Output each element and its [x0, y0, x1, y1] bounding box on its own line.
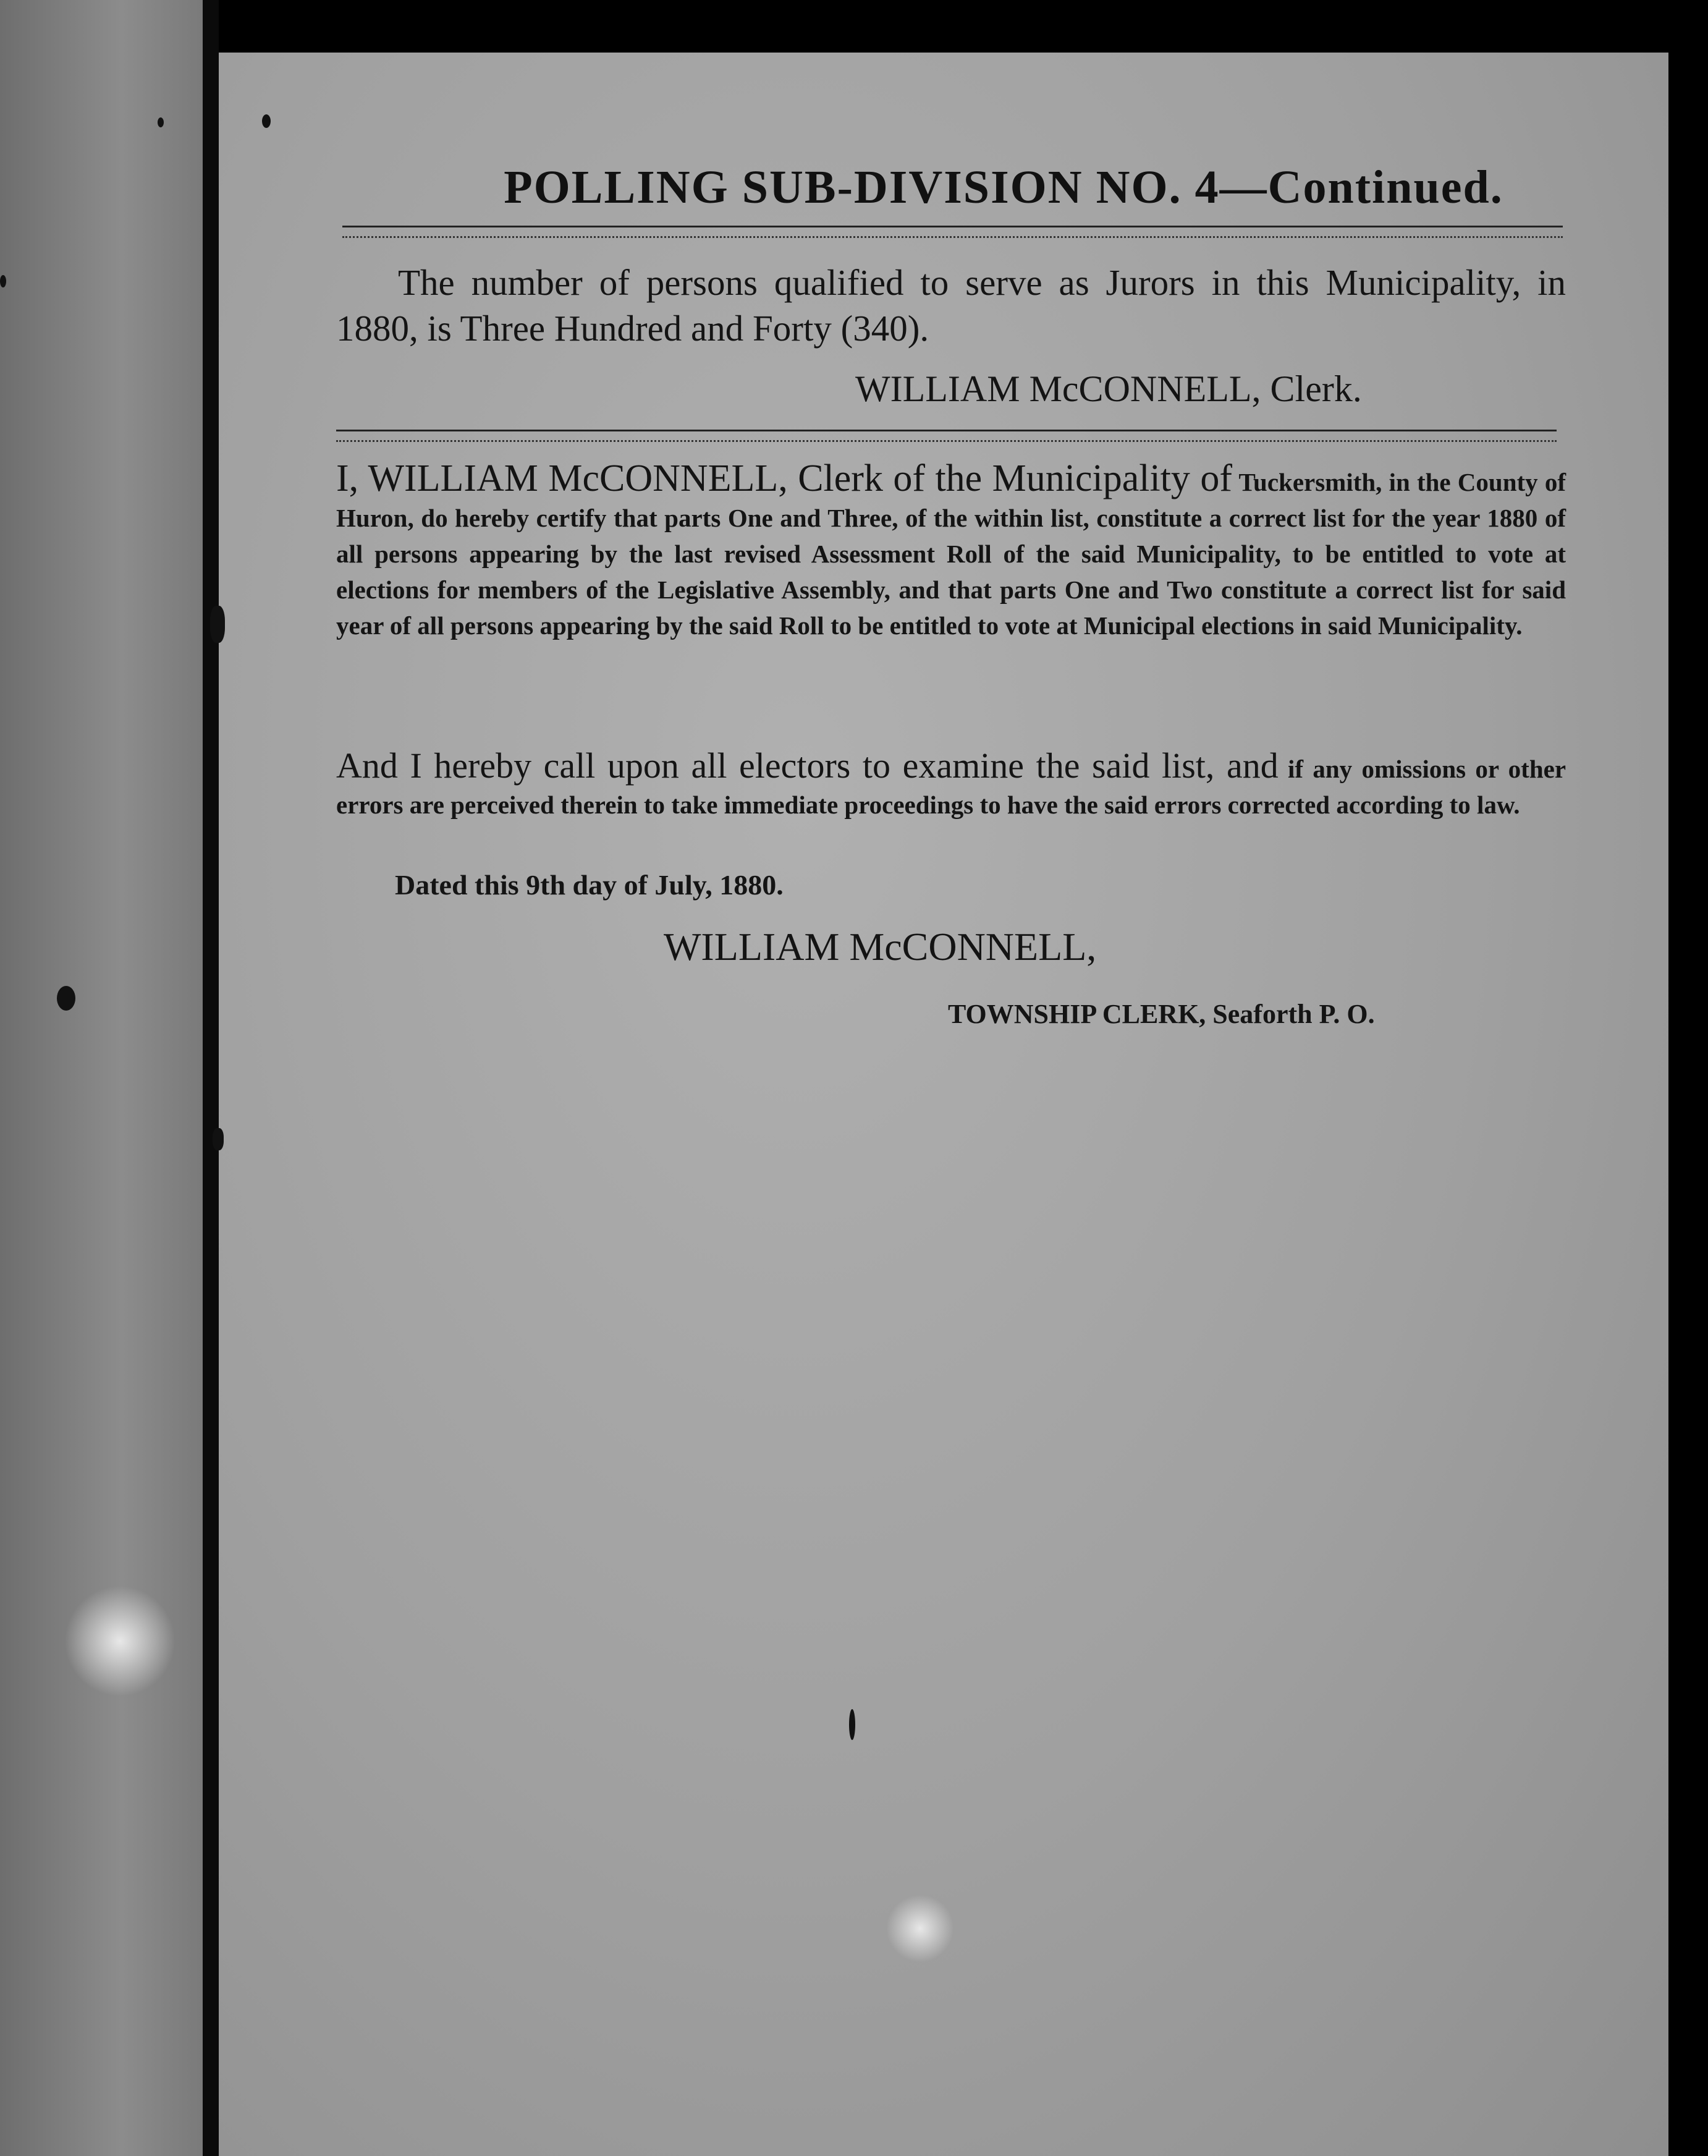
binding-notch [213, 1128, 224, 1150]
ink-speck [0, 275, 6, 287]
page-heading: POLLING SUB-DIVISION NO. 4—Continued. [504, 161, 1503, 213]
divider-rule [336, 430, 1557, 442]
ink-speck [849, 1709, 855, 1740]
adjacent-page-strip [0, 0, 203, 2156]
document-page [219, 53, 1668, 2156]
signature-title: TOWNSHIP CLERK, Seaforth P. O. [948, 999, 1375, 1029]
certificate-body: Tuckersmith, in the County of Huron, do hereby certify that parts One and Three, of the within list, constitute a correct list for the year 1880 of all persons appearing by the last revised Assessment Roll of the said Municipality, to be entitled to vote at elections for members of the Legislative Assembly, and that parts One and Two constitute a correct list for said year of all persons appearing by the said Roll to be entitled to vote at Municipal elections in said Municipality. [336, 468, 1566, 640]
call-body: if any omissions or other errors are perceived therein to take immediate proceedings to have the said errors corrected according to law. [336, 755, 1566, 819]
ink-speck [262, 114, 271, 128]
paper-blemish [886, 1895, 954, 1963]
paper-blemish [64, 1585, 175, 1697]
call-paragraph [336, 745, 1566, 823]
divider-rule [342, 226, 1563, 238]
jurors-signature: WILLIAM McCONNELL, Clerk. [855, 368, 1362, 409]
binding-gutter [203, 0, 219, 2156]
date-line: Dated this 9th day of July, 1880. [395, 869, 784, 901]
jurors-paragraph: The number of persons qualified to serve as Jurors in this Municipality, in 1880, is Three Hundred and Forty (340). [336, 262, 1566, 349]
ink-speck [57, 986, 75, 1011]
certificate-paragraph [336, 457, 1566, 643]
binding-notch [210, 606, 225, 643]
call-lead: And I hereby call upon all electors to examine the said list, and [336, 745, 1279, 786]
certificate-lead: I, WILLIAM McCONNELL, Clerk of the Municipality of [336, 457, 1232, 499]
ink-speck [158, 117, 164, 127]
signature-name: WILLIAM McCONNELL, [664, 925, 1097, 969]
